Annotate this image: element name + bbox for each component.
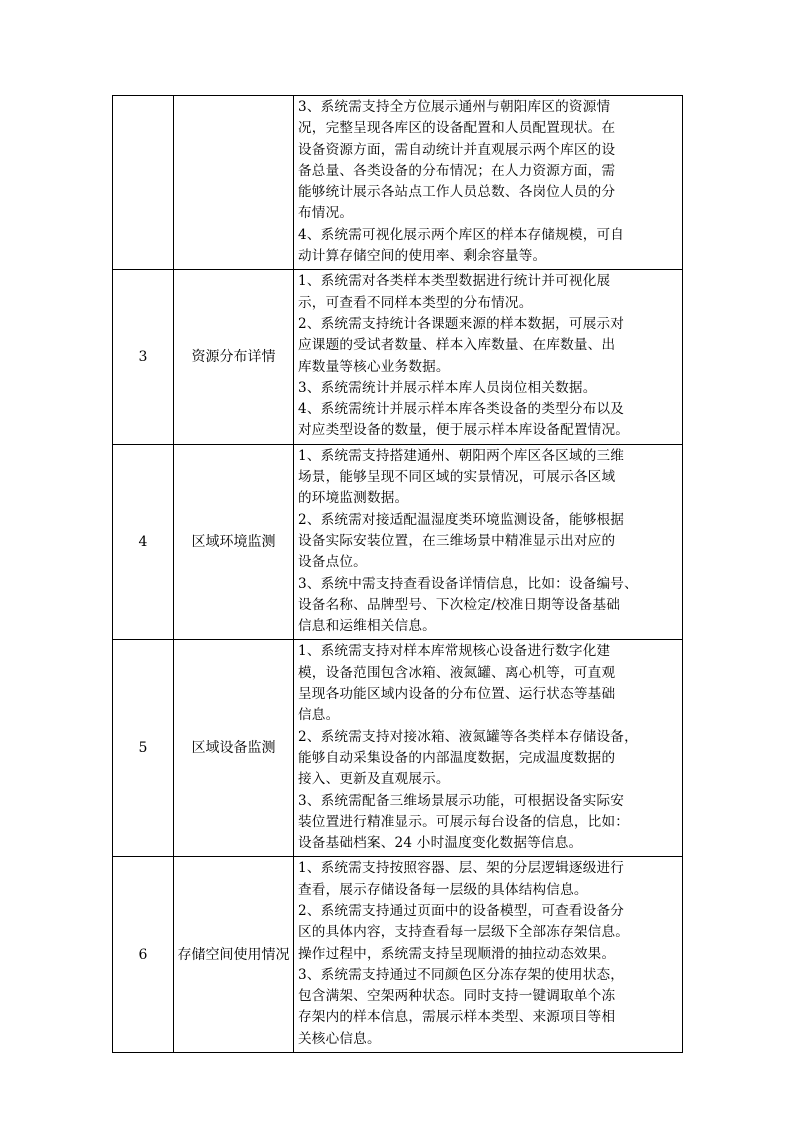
description-line: 库数量等核心业务数据。: [298, 358, 450, 375]
description-line: 备总量、各类设备的分布情况；在人力资源方面，需: [298, 162, 616, 179]
description-line: 3、系统需配备三维场景展示功能，可根据设备实际安: [298, 792, 625, 809]
description-line: 布情况。: [298, 205, 354, 222]
row-number-cell: 5: [113, 640, 174, 857]
description-line: 设备名称、品牌型号、下次检定/校准日期等设备基础: [298, 596, 621, 613]
description-line: 操作过程中，系统需支持呈现顺滑的抽拉动态效果。: [298, 945, 616, 962]
description-line: 设备点位。: [298, 554, 367, 571]
description-line: 2、系统需支持通过页面中的设备模型，可查看设备分: [298, 902, 625, 919]
table-row: [113, 270, 683, 444]
table-row: [113, 444, 683, 640]
description-line: 包含满架、空架两种状态。同时支持一键调取单个冻: [298, 988, 616, 1005]
description-line: 信息。: [298, 707, 340, 724]
description-line: 信息和运维相关信息。: [298, 618, 436, 635]
description-line: 能够统计展示各站点工作人员总数、各岗位人员的分: [298, 184, 616, 201]
function-name-cell: 区域环境监测: [174, 444, 294, 640]
requirements-table: [112, 95, 683, 1053]
description-line: 装位置进行精准显示。可展示每台设备的信息，比如：: [298, 813, 630, 830]
function-name-cell: 区域设备监测: [174, 640, 294, 857]
description-line: 2、系统需支持对接冰箱、液氮罐等各类样本存储设备，: [298, 728, 638, 745]
requirement-description-cell: [294, 96, 683, 270]
description-line: 接入、更新及直观展示。: [298, 771, 450, 788]
description-line: 查看，展示存储设备每一层级的具体结构信息。: [298, 881, 588, 898]
requirement-description-cell: [294, 270, 683, 444]
description-line: 示，可查看不同样本类型的分布情况。: [298, 294, 533, 311]
table-row: [113, 640, 683, 857]
description-line: 1、系统需对各类样本类型数据进行统计并可视化展: [298, 273, 611, 290]
description-line: 对应类型设备的数量，便于展示样本库设备配置情况。: [298, 422, 630, 439]
table-row: [113, 96, 683, 270]
description-line: 场景，能够呈现不同区域的实景情况，可展示各区域: [298, 469, 616, 486]
description-line: 设备基础档案、24 小时温度变化数据等信息。: [298, 835, 583, 852]
table-row: [113, 857, 683, 1053]
row-number-cell: 3: [113, 270, 174, 444]
requirement-description-cell: [294, 857, 683, 1053]
description-line: 关核心信息。: [298, 1030, 381, 1047]
description-line: 动计算存储空间的使用率、剩余容量等。: [298, 248, 547, 265]
description-line: 3、系统需统计并展示样本库人员岗位相关数据。: [298, 379, 597, 396]
description-line: 2、系统需对接适配温湿度类环境监测设备，能够根据: [298, 511, 625, 528]
description-line: 区的具体内容，支持查看每一层级下全部冻存架信息。: [298, 924, 630, 941]
description-line: 能够自动采集设备的内部温度数据，完成温度数据的: [298, 749, 616, 766]
description-line: 3、系统需支持通过不同颜色区分冻存架的使用状态，: [298, 966, 625, 983]
description-line: 4、系统需可视化展示两个库区的样本存储规模，可自: [298, 226, 625, 243]
description-line: 存架内的样本信息，需展示样本类型、来源项目等相: [298, 1009, 616, 1026]
requirement-description-cell: [294, 640, 683, 857]
function-name-cell: 资源分布详情: [174, 270, 294, 444]
description-line: 3、系统需支持全方位展示通州与朝阳库区的资源情: [298, 99, 611, 115]
description-line: 呈现各功能区域内设备的分布位置、运行状态等基础: [298, 686, 616, 703]
description-line: 况，完整呈现各库区的设备配置和人员配置现状。在: [298, 120, 616, 137]
requirements-table-body: [113, 96, 683, 1053]
description-line: 设备实际安装位置，在三维场景中精准显示出对应的: [298, 532, 616, 549]
function-name-cell: 存储空间使用情况: [174, 857, 294, 1053]
row-number-cell: 4: [113, 444, 174, 640]
row-number-cell: [113, 96, 174, 270]
description-line: 1、系统需支持对样本库常规核心设备进行数字化建: [298, 643, 611, 660]
description-line: 2、系统需支持统计各课题来源的样本数据，可展示对: [298, 315, 625, 332]
description-line: 应课题的受试者数量、样本入库数量、在库数量、出: [298, 337, 616, 354]
description-line: 1、系统需支持按照容器、层、架的分层逻辑逐级进行: [298, 860, 625, 877]
requirement-description-cell: [294, 444, 683, 640]
function-name-cell: [174, 96, 294, 270]
description-line: 模，设备范围包含冰箱、液氮罐、离心机等，可直观: [298, 664, 616, 681]
description-line: 设备资源方面，需自动统计并直观展示两个库区的设: [298, 141, 616, 158]
description-line: 3、系统中需支持查看设备详情信息，比如：设备编号、: [298, 575, 638, 592]
description-line: 4、系统需统计并展示样本库各类设备的类型分布以及: [298, 401, 625, 418]
description-line: 1、系统需支持搭建通州、朝阳两个库区各区域的三维: [298, 447, 625, 464]
row-number-cell: 6: [113, 857, 174, 1053]
description-line: 的环境监测数据。: [298, 490, 409, 507]
